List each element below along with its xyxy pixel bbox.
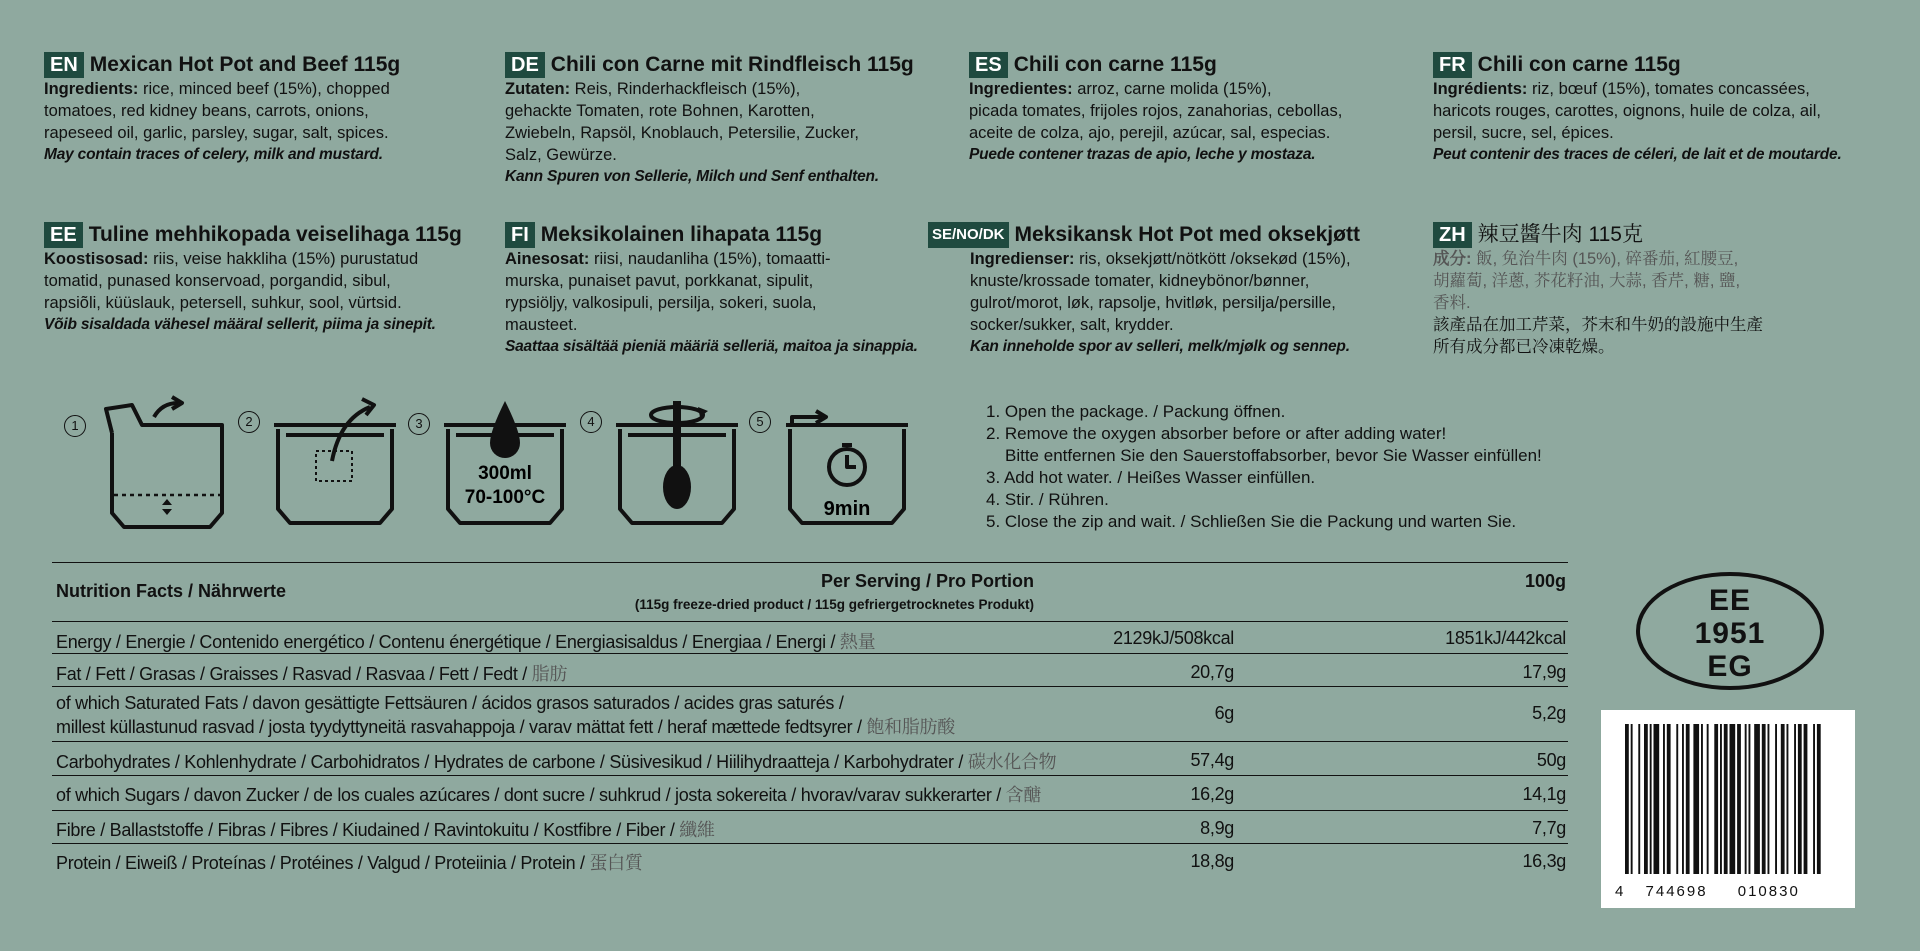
nutrient-label: Fat / Fett / Grasas / Graisses / Rasvad / Rasvaa / Fett / Fedt / — [56, 664, 532, 684]
ingredients-line: riz, bœuf (15%), tomates concassées, — [1527, 80, 1810, 98]
nutrient-label-zh: 纖維 — [679, 820, 715, 840]
barcode-bar — [1762, 724, 1766, 874]
table-row — [52, 622, 1568, 654]
step-number: 3 — [408, 413, 430, 435]
ingredients-line: mausteet. — [505, 316, 578, 334]
allergen-trace: Peut contenir des traces de céleri, de lait et de moutarde. — [1433, 146, 1842, 163]
instruction-item: 3. Add hot water. / Heißes Wasser einfüllen. — [986, 468, 1316, 487]
ingredients-line: socker/sukker, salt, krydder. — [970, 316, 1174, 334]
table-row — [52, 844, 1568, 876]
barcode-bar — [1701, 724, 1703, 874]
product-title: Chili con Carne mit Rindfleisch 115g — [550, 53, 914, 76]
lang-tag: FR — [1433, 52, 1472, 78]
nutrition-header — [52, 562, 1568, 622]
barcode-bar — [1707, 724, 1709, 874]
barcode-bar — [1686, 724, 1690, 874]
ingredients-line: tomatid, punased konservoad, porgandid, sibul, — [44, 272, 391, 290]
barcode-bar — [1724, 724, 1728, 874]
barcode-bar — [1714, 724, 1718, 874]
ingredients-line: Reis, Rinderhackfleisch (15%), — [570, 80, 801, 98]
per-100g-value: 5,2g — [1532, 703, 1566, 723]
lang-tag: EE — [44, 222, 83, 248]
ingredients-line: Zwiebeln, Rapsöl, Knoblauch, Petersilie, Zucker, — [505, 124, 860, 142]
instructions-list — [986, 401, 1542, 533]
nutrient-label: of which Sugars / davon Zucker / de los cuales azúcares / dont sucre / suhkrud / josta sokereita / hvorav/varav sukkerarter / — [56, 785, 1006, 805]
instruction-item: 1. Open the package. / Packung öffnen. — [986, 402, 1286, 421]
table-row — [52, 687, 1568, 742]
wait-time: 9min — [823, 498, 871, 520]
remove-absorber-icon — [270, 395, 400, 535]
product-title: Chili con carne 115g — [1477, 53, 1681, 76]
close-and-wait-icon — [782, 395, 912, 535]
instruction-item: Bitte entfernen Sie den Sauerstoffabsorber, bevor Sie Wasser einfüllen! — [1005, 446, 1542, 465]
ingredients-label: Ingredienser: — [970, 250, 1075, 268]
stamp-country: EE — [1708, 584, 1752, 617]
barcode-bar — [1745, 724, 1747, 874]
product-title: Chili con carne 115g — [1013, 53, 1217, 76]
per-100g-value: 17,9g — [1522, 662, 1566, 682]
ingredients-line: haricots rouges, carottes, oignons, huile de colza, ail, — [1433, 102, 1821, 120]
ingredients-line: gehackte Tomaten, rote Bohnen, Karotten, — [505, 102, 815, 120]
barcode-bar — [1693, 724, 1699, 874]
stamp-number: 1951 — [1694, 617, 1766, 650]
barcode-bar — [1730, 724, 1736, 874]
allergen-trace: Võib sisaldada vähesel määral sellerit, piima ja sinepit. — [44, 316, 436, 333]
barcode-bar — [1813, 724, 1815, 874]
section-es — [969, 52, 1342, 166]
ingredients-line: arroz, carne molida (15%), — [1072, 80, 1272, 98]
table-row — [52, 742, 1568, 776]
step-number: 4 — [580, 411, 602, 433]
section-fr — [1433, 52, 1842, 166]
stamp-region: EG — [1707, 650, 1753, 683]
barcode-bar — [1663, 724, 1665, 874]
barcode-bar — [1631, 724, 1633, 874]
barcode-bars — [1601, 710, 1855, 908]
nutrient-label: millest küllastunud rasvad / josta tyydyttyneitä rasvahappoja / varav mättat fett / heraf mættede fedtsyrer / — [56, 717, 867, 737]
table-row — [52, 776, 1568, 811]
allergen-trace: 該產品在加工芹菜，芥末和牛奶的設施中生產 — [1433, 316, 1763, 334]
lang-tag: FI — [505, 222, 535, 248]
per-serving-value: 20,7g — [1190, 662, 1234, 682]
per-serving-value: 18,8g — [1190, 851, 1234, 871]
lang-tag: EN — [44, 52, 84, 78]
per-serving-value: 6g — [1214, 703, 1234, 723]
ingredients-line: knuste/krossade tomater, kidneybönor/bønner, — [970, 272, 1310, 290]
barcode-bar — [1749, 724, 1751, 874]
ingredients-line: riis, veise hakkliha (15%) purustatud — [148, 250, 419, 268]
lang-tag: ZH — [1433, 222, 1472, 248]
nutrient-label-zh: 熱量 — [839, 632, 876, 652]
barcode-bar — [1798, 724, 1802, 874]
ingredients-line: gulrot/morot, løk, rapsolje, hvitløk, persilja/persille, — [970, 294, 1336, 312]
stir-icon — [612, 395, 742, 535]
ingredients-line: rice, minced beef (15%), chopped — [138, 80, 390, 98]
table-row — [52, 811, 1568, 844]
allergen-trace: Saattaa sisältää pieniä määriä selleriä, maitoa ja sinappia. — [505, 338, 918, 355]
barcode-bar — [1737, 724, 1741, 874]
ingredients-label: Zutaten: — [505, 80, 571, 98]
barcode-bar — [1775, 724, 1777, 874]
per-100g-value: 7,7g — [1532, 818, 1566, 838]
open-package-icon — [102, 395, 232, 535]
ingredients-line: 香料. — [1433, 294, 1471, 312]
nutrient-label: Carbohydrates / Kohlenhydrate / Carbohidratos / Hydrates de carbone / Süsivesikud / Hiilihydraatteja / Karbohydrater / — [56, 752, 968, 772]
health-mark-stamp — [1636, 572, 1824, 690]
per-100g-value: 14,1g — [1522, 784, 1566, 804]
ingredients-line: persil, sucre, sel, épices. — [1433, 124, 1614, 142]
table-row — [52, 654, 1568, 687]
nutrient-label-zh: 含醣 — [1005, 785, 1042, 805]
ingredients-label: Ainesosat: — [505, 250, 590, 268]
ingredients-line: Salz, Gewürze. — [505, 146, 617, 164]
barcode-bar — [1625, 724, 1629, 874]
allergen-trace: Kann Spuren von Sellerie, Milch und Senf enthalten. — [505, 168, 879, 185]
allergen-trace: Puede contener trazas de apio, leche y mostaza. — [969, 146, 1316, 163]
nutrient-label-zh: 脂肪 — [531, 664, 568, 684]
lang-tag: SE/NO/DK — [928, 222, 1009, 248]
barcode-bar — [1781, 724, 1785, 874]
product-title: Mexican Hot Pot and Beef 115g — [89, 53, 401, 76]
per-100g-value: 16,3g — [1522, 851, 1566, 871]
nutrient-label-zh: 蛋白質 — [589, 853, 643, 873]
barcode-bar — [1787, 724, 1789, 874]
ingredients-line: ris, oksekjøtt/nötkött /oksekød (15%), — [1074, 250, 1351, 268]
instruction-item: 5. Close the zip and wait. / Schließen Sie die Packung und warten Sie. — [986, 512, 1517, 531]
section-zh — [1433, 222, 1763, 358]
barcode-bar — [1638, 724, 1640, 874]
per-100g-heading: 100g — [1524, 571, 1566, 591]
nutrient-label: Fibre / Ballaststoffe / Fibras / Fibres / Kiudained / Ravintokuitu / Kostfibre / Fiber / — [56, 820, 680, 840]
per-100g-value: 1851kJ/442kcal — [1445, 628, 1566, 648]
per-100g-value: 50g — [1536, 750, 1566, 770]
nutrition-table — [52, 562, 1568, 876]
barcode-bar — [1654, 724, 1660, 874]
water-amount: 300ml — [478, 463, 532, 484]
barcode-bar — [1804, 724, 1808, 874]
lang-tag: DE — [505, 52, 545, 78]
ingredients-label: Ingrédients: — [1433, 80, 1528, 98]
ingredients-line: rapeseed oil, garlic, parsley, sugar, salt, spices. — [44, 124, 389, 142]
barcode-bar — [1794, 724, 1796, 874]
ingredients-line: murska, punaiset pavut, porkkanat, sipulit, — [505, 272, 814, 290]
ingredients-line: 胡蘿蔔, 洋蔥, 芥花籽油, 大蒜, 香芹, 糖, 鹽, — [1433, 272, 1741, 290]
section-se-no-dk — [928, 222, 1360, 358]
per-serving-value: 57,4g — [1190, 750, 1234, 770]
product-title: 辣豆醬牛肉 115克 — [1477, 223, 1643, 246]
barcode — [1601, 710, 1855, 908]
water-temperature: 70-100°C — [464, 487, 546, 508]
step-number: 1 — [64, 415, 86, 437]
instruction-item: 2. Remove the oxygen absorber before or after adding water! — [986, 424, 1447, 443]
ingredients-line: picada tomates, frijoles rojos, zanahorias, cebollas, — [969, 102, 1343, 120]
nutrient-label: Protein / Eiweiß / Proteínas / Protéines / Valgud / Proteiinia / Protein / — [56, 853, 590, 873]
ingredients-label: Ingredients: — [44, 80, 139, 98]
barcode-bar — [1644, 724, 1648, 874]
per-serving-heading: Per Serving / Pro Portion — [820, 571, 1034, 591]
instruction-item: 4. Stir. / Rühren. — [986, 490, 1109, 509]
per-serving-value: 8,9g — [1200, 818, 1234, 838]
nutrient-label-zh: 飽和脂肪酸 — [866, 717, 955, 737]
allergen-trace: 所有成分都已冷凍乾燥。 — [1433, 338, 1615, 356]
per-serving-value: 16,2g — [1190, 784, 1234, 804]
ingredients-label: 成分: — [1433, 250, 1472, 268]
ingredients-line: tomatoes, red kidney beans, carrots, onions, — [44, 102, 369, 120]
barcode-bar — [1720, 724, 1722, 874]
section-ee — [44, 222, 462, 336]
nutrient-label: of which Saturated Fats / davon gesättigte Fettsäuren / ácidos grasos saturados / acides gras saturés / — [56, 693, 844, 713]
ingredients-line: rapsiõli, küüslauk, petersell, suhkur, sool, vürtsid. — [44, 294, 402, 312]
barcode-bar — [1650, 724, 1652, 874]
step-number: 5 — [749, 411, 771, 433]
nutrient-label: Energy / Energie / Contenido energético / Contenu énergétique / Energiasisaldus / Energiaa / Energi / — [56, 632, 840, 652]
product-title: Meksikansk Hot Pot med oksekjøtt — [1014, 223, 1360, 246]
step-number: 2 — [238, 411, 260, 433]
barcode-bar — [1676, 724, 1678, 874]
ingredients-line: riisi, naudanliha (15%), tomaatti- — [589, 250, 831, 268]
barcode-bar — [1667, 724, 1671, 874]
per-serving-subheading: (115g freeze-dried product / 115g gefriergetrocknetes Produkt) — [634, 597, 1034, 612]
barcode-bar — [1682, 724, 1684, 874]
barcode-left-digits: 744698 — [1645, 883, 1708, 900]
barcode-right-digits: 010830 — [1737, 883, 1800, 900]
barcode-bar — [1768, 724, 1770, 874]
ingredients-line: rypsiöljy, valkosipuli, persilja, sokeri, suola, — [505, 294, 817, 312]
barcode-first-digit: 4 — [1615, 883, 1624, 900]
ingredients-line: aceite de colza, ajo, perejil, azúcar, sal, especias. — [969, 124, 1331, 142]
allergen-trace: May contain traces of celery, milk and mustard. — [44, 146, 383, 163]
section-fi — [505, 222, 918, 358]
ingredients-line: 飯, 免治牛肉 (15%), 碎番茄, 紅腰豆, — [1471, 250, 1739, 268]
add-water-icon — [440, 395, 570, 535]
barcode-bar — [1754, 724, 1760, 874]
per-serving-value: 2129kJ/508kcal — [1113, 628, 1234, 648]
nutrition-title: Nutrition Facts / Nährwerte — [56, 581, 287, 601]
lang-tag: ES — [969, 52, 1008, 78]
nutrient-label-zh: 碳水化合物 — [967, 752, 1057, 772]
barcode-bar — [1817, 724, 1821, 874]
section-en — [44, 52, 400, 166]
allergen-trace: Kan inneholde spor av selleri, melk/mjølk og sennep. — [970, 338, 1350, 355]
preparation-steps — [56, 395, 916, 545]
ingredients-label: Ingredientes: — [969, 80, 1073, 98]
ingredients-label: Koostisosad: — [44, 250, 149, 268]
product-title: Meksikolainen lihapata 115g — [540, 223, 823, 246]
section-de — [505, 52, 914, 188]
product-title: Tuline mehhikopada veiselihaga 115g — [88, 223, 462, 246]
